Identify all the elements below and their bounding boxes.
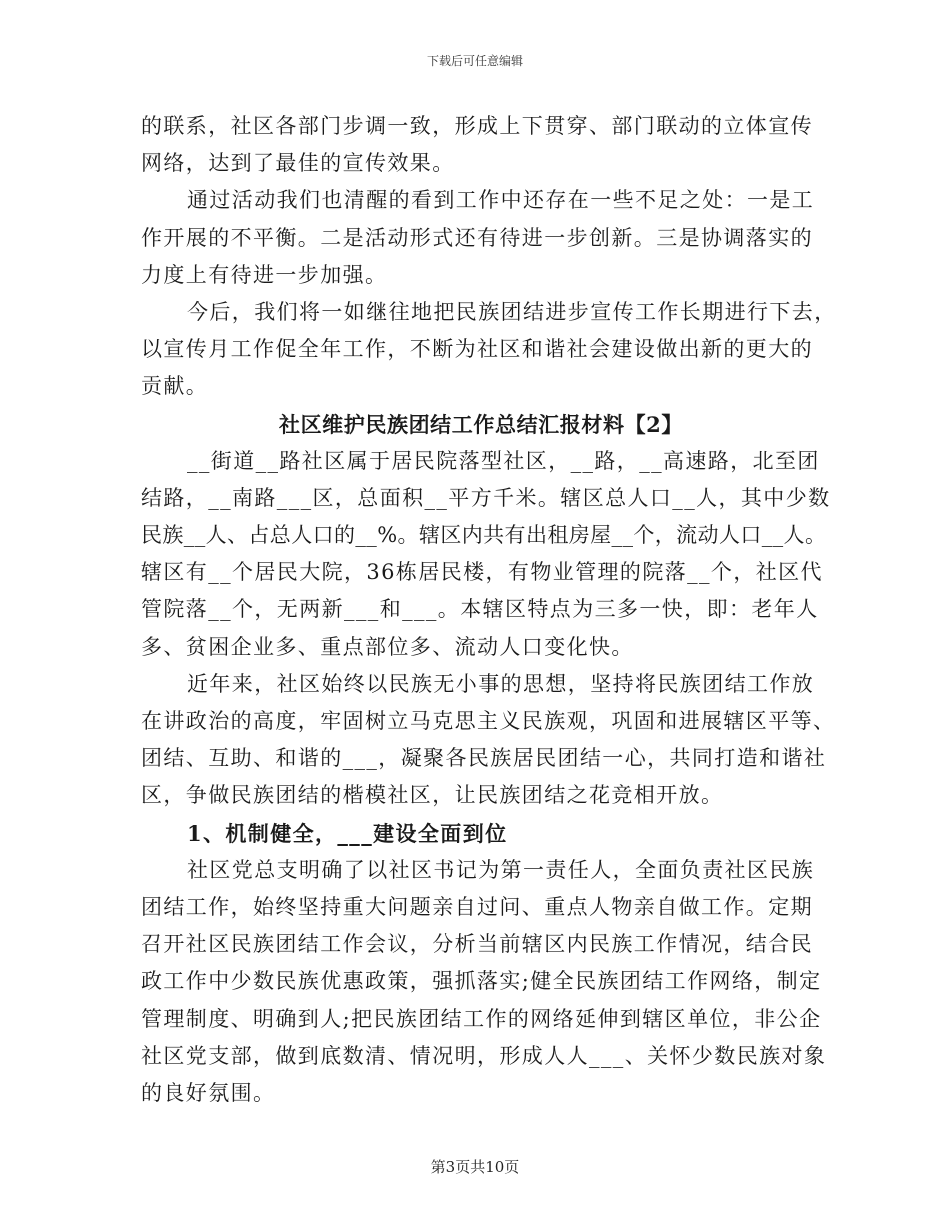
section-title: 社区维护民族团结工作总结汇报材料【2】 — [278, 411, 683, 437]
paragraph-line: __街道__路社区属于居民院落型社区，__路，__高速路，北至团 — [187, 448, 820, 473]
paragraph-line: 多、贫困企业多、重点部位多、流动人口变化快。 — [141, 634, 634, 659]
paragraph-line: 结路，__南路___区，总面积__平方千米。辖区总人口__人，其中少数 — [141, 485, 831, 510]
paragraph-line: 管理制度、明确到人;把民族团结工作的网络延伸到辖区单位，非公企 — [141, 1006, 822, 1031]
paragraph-line: 民族__人、占总人口的__%。辖区内共有出租房屋__个，流动人口__人。 — [141, 523, 827, 548]
paragraph-line: 近年来，社区始终以民族无小事的思想，坚持将民族团结工作放 — [187, 671, 815, 696]
paragraph-line: 通过活动我们也清醒的看到工作中还存在一些不足之处：一是工 — [187, 188, 815, 213]
paragraph-line: 的联系，社区各部门步调一致，形成上下贯穿、部门联动的立体宣传 — [141, 114, 813, 138]
paragraph-line: 的良好氛围。 — [141, 1080, 276, 1105]
paragraph-line: 在讲政治的高度，牢固树立马克思主义民族观，巩固和进展辖区平等、 — [141, 709, 836, 733]
paragraph-line: 网络，达到了最佳的宣传效果。 — [141, 151, 455, 176]
paragraph-line: 以宣传月工作促全年工作，不断为社区和谐社会建设做出新的更大的 — [141, 337, 813, 362]
paragraph-line: 团结工作，始终坚持重大问题亲自过问、重点人物亲自做工作。定期 — [141, 894, 813, 919]
paragraph-line: 区，争做民族团结的楷模社区，让民族团结之花竞相开放。 — [141, 783, 724, 808]
paragraph-line: 政工作中少数民族优惠政策，强抓落实;健全民族团结工作网络，制定 — [141, 969, 822, 994]
page-header: 下载后可任意编辑 — [426, 54, 523, 68]
paragraph-line: 今后，我们将一如继往地把民族团结进步宣传工作长期进行下去， — [187, 299, 837, 324]
paragraph-line: 召开社区民族团结工作会议，分析当前辖区内民族工作情况，结合民 — [141, 932, 813, 957]
page-footer: 第3页共10页 — [430, 1158, 520, 1176]
paragraph-line: 作开展的不平衡。二是活动形式还有待进一步创新。三是协调落实的 — [141, 225, 813, 250]
paragraph-line: 辖区有__个居民大院，36栋居民楼，有物业管理的院落__个，社区代 — [141, 560, 823, 585]
paragraph-line: 管院落__个，无两新___和___。本辖区特点为三多一快，即：老年人 — [141, 597, 819, 622]
paragraph-line: 力度上有待进一步加强。 — [141, 262, 388, 287]
subsection-heading: 1、机制健全，___建设全面到位 — [187, 820, 508, 846]
paragraph-line: 贡献。 — [141, 374, 209, 399]
paragraph-line: 社区党总支明确了以社区书记为第一责任人，全面负责社区民族 — [187, 857, 815, 882]
paragraph-line: 社区党支部，做到底数清、情况明，形成人人___、关怀少数民族对象 — [141, 1043, 827, 1068]
paragraph-line: 团结、互助、和谐的___，凝聚各民族居民团结一心，共同打造和谐社 — [141, 746, 827, 771]
document-body — [141, 108, 837, 1112]
